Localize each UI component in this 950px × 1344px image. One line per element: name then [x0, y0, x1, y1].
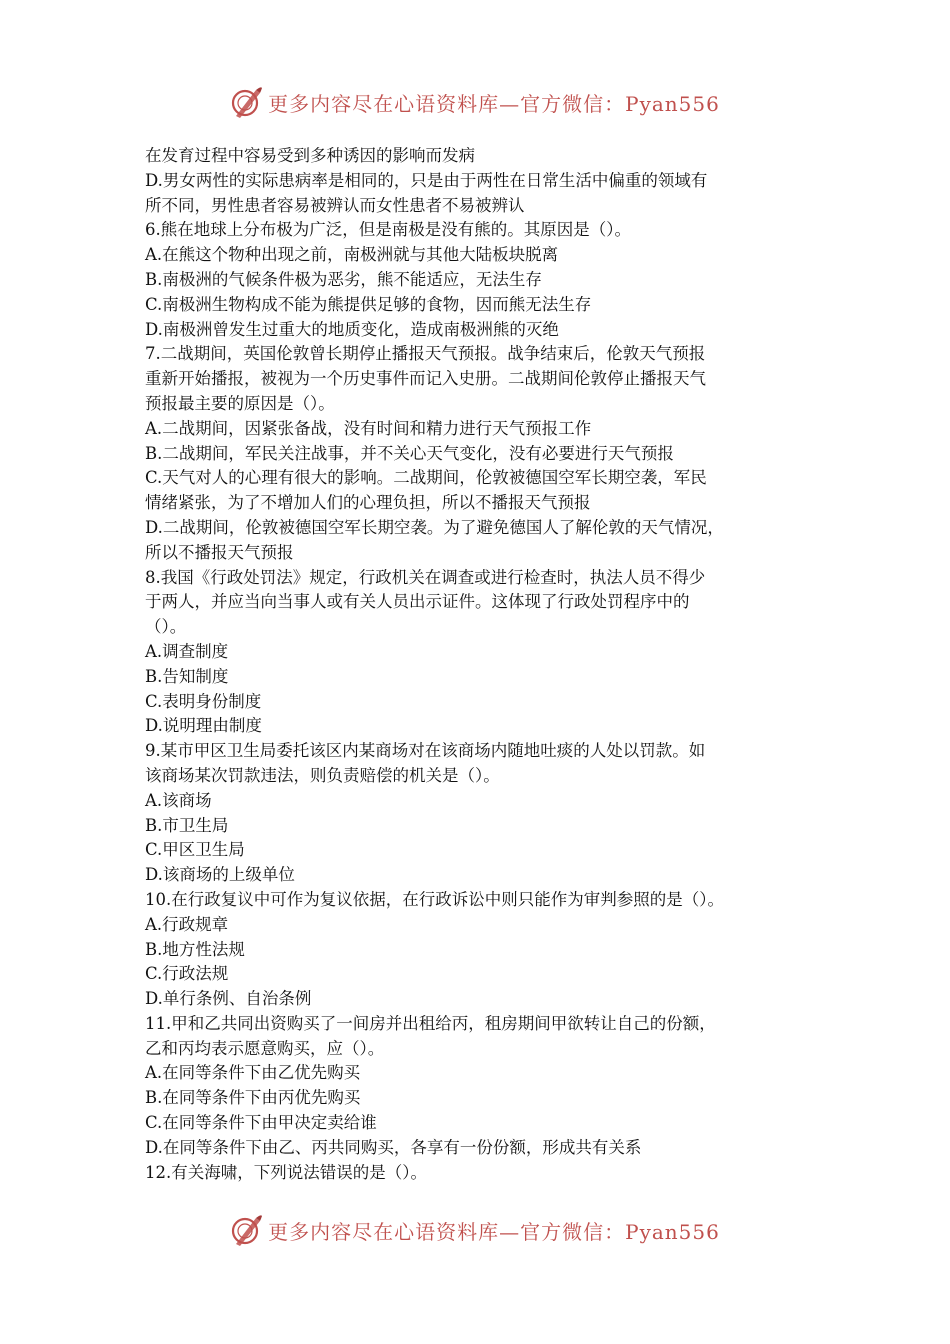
- text-line: D.该商场的上级单位: [145, 865, 295, 885]
- text-line: 于两人，并应当向当事人或有关人员出示证件。这体现了行政处罚程序中的: [145, 592, 690, 612]
- text-line: D.说明理由制度: [145, 716, 262, 736]
- text-line: 11.甲和乙共同出资购买了一间房并出租给丙，租房期间甲欲转让自己的份额，: [145, 1013, 716, 1033]
- text-line: 6.熊在地球上分布极为广泛，但是南极是没有熊的。其原因是（）。: [145, 220, 631, 240]
- footer-watermark-banner: [0, 1210, 950, 1250]
- text-line: A.在同等条件下由乙优先购买: [145, 1063, 361, 1083]
- text-line: 所以不播报天气预报: [145, 542, 294, 562]
- text-line: 重新开始播报，被视为一个历史事件而记入史册。二战期间伦敦停止播报天气: [145, 369, 706, 389]
- text-line: D.二战期间，伦敦被德国空军长期空袭。为了避免德国人了解伦敦的天气情况，: [145, 517, 724, 537]
- text-line: A.在熊这个物种出现之前，南极洲就与其他大陆板块脱离: [145, 245, 559, 265]
- text-line: A.行政规章: [145, 914, 229, 934]
- text-line: 10.在行政复议中可作为复议依据，在行政诉讼中则只能作为审判参照的是（）。: [145, 889, 724, 909]
- quill-pen-logo-icon: [230, 85, 264, 119]
- text-line: 8.我国《行政处罚法》规定，行政机关在调查或进行检查时，执法人员不得少: [145, 567, 706, 587]
- text-line: C.南极洲生物构成不能为熊提供足够的食物，因而熊无法生存: [145, 294, 592, 314]
- document-body: [145, 144, 825, 1185]
- text-line: （）。: [145, 617, 187, 637]
- text-line: A.该商场: [145, 790, 212, 810]
- header-watermark-banner: [0, 82, 950, 122]
- text-line: 7.二战期间，英国伦敦曾长期停止播报天气预报。战争结束后，伦敦天气预报: [145, 344, 706, 364]
- text-line: B.在同等条件下由丙优先购买: [145, 1088, 361, 1108]
- text-line: 乙和丙均表示愿意购买，应（）。: [145, 1038, 385, 1058]
- text-line: 在发育过程中容易受到多种诱因的影响而发病: [145, 146, 475, 165]
- text-line: B.市卫生局: [145, 815, 229, 835]
- text-line: 9.某市甲区卫生局委托该区内某商场对在该商场内随地吐痰的人处以罚款。如: [145, 741, 706, 761]
- text-line: C.行政法规: [145, 964, 229, 984]
- text-line: C.表明身份制度: [145, 691, 262, 711]
- text-line: D.在同等条件下由乙、丙共同购买，各享有一份份额，形成共有关系: [145, 1137, 642, 1157]
- text-line: A.二战期间，因紧张备战，没有时间和精力进行天气预报工作: [145, 418, 592, 438]
- text-line: C.天气对人的心理有很大的影响。二战期间，伦敦被德国空军长期空袭，军民: [145, 468, 707, 488]
- text-line: A.调查制度: [145, 641, 229, 661]
- quill-pen-logo-icon: [230, 1213, 264, 1247]
- header-watermark-text: 更多内容尽在心语资料库—官方微信：Pyan556: [268, 91, 720, 116]
- text-line: D.单行条例、自治条例: [145, 989, 312, 1009]
- text-line: 该商场某次罚款违法，则负责赔偿的机关是（）。: [145, 765, 500, 785]
- text-line: 预报最主要的原因是（）。: [145, 393, 335, 413]
- text-line: B.地方性法规: [145, 939, 245, 959]
- text-line: D.南极洲曾发生过重大的地质变化，造成南极洲熊的灭绝: [145, 319, 559, 339]
- text-line: D.男女两性的实际患病率是相同的，只是由于两性在日常生活中偏重的领域有: [145, 170, 708, 190]
- text-line: 12.有关海啸，下列说法错误的是（）。: [145, 1162, 427, 1182]
- text-line: C.在同等条件下由甲决定卖给谁: [145, 1113, 377, 1133]
- text-line: B.告知制度: [145, 666, 229, 686]
- text-line: B.二战期间，军民关注战事，并不关心天气变化，没有必要进行天气预报: [145, 443, 674, 463]
- text-line: C.甲区卫生局: [145, 840, 245, 860]
- text-line: 所不同，男性患者容易被辨认而女性患者不易被辨认: [145, 195, 525, 215]
- text-line: B.南极洲的气候条件极为恶劣，熊不能适应，无法生存: [145, 269, 542, 289]
- footer-watermark-text: 更多内容尽在心语资料库—官方微信：Pyan556: [268, 1219, 720, 1244]
- text-line: 情绪紧张，为了不增加人们的心理负担，所以不播报天气预报: [145, 493, 591, 513]
